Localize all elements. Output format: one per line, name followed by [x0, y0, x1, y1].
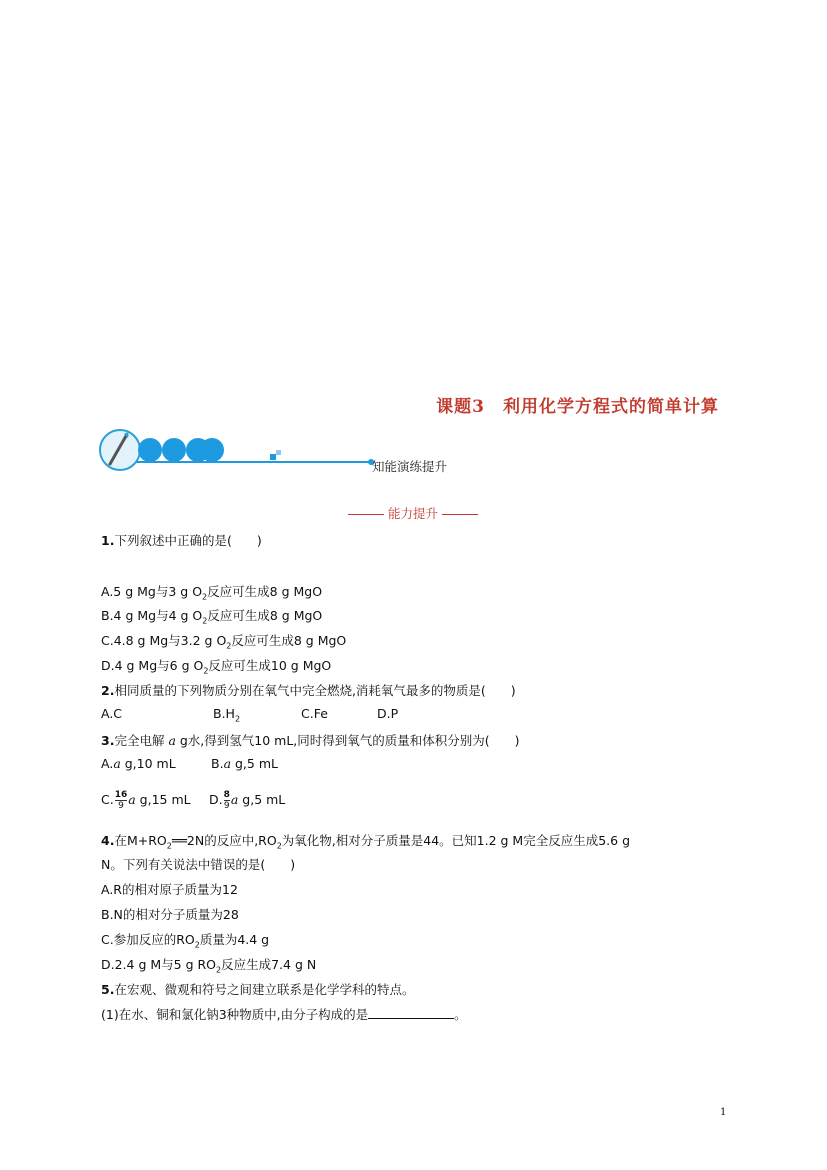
question-3-stem: 3.完全电解 a g水,得到氢气10 mL,同时得到氧气的质量和体积分别为( ): [101, 733, 520, 748]
question-4-option-c: C.参加反应的$RO_2$质量为4.4 g: [101, 932, 270, 950]
option-a: A.a g,10 mL: [101, 756, 176, 771]
question-1-option-a: A.5 g Mg与3 g $O_2$反应可生成8 g MgO: [101, 584, 323, 602]
question-number: 3.: [101, 733, 115, 748]
question-number: 2.: [101, 683, 115, 698]
question-number: 4.: [101, 833, 115, 848]
question-number: 5.: [101, 982, 115, 997]
question-4-stem-line2: N。下列有关说法中错误的是( ): [101, 857, 296, 872]
question-5-sub-1: (1)在水、铜和氯化钠3种物质中,由分子构成的是 。: [101, 1007, 467, 1022]
fraction: $\frac{16}{9}$: [114, 790, 128, 811]
question-1-option-c: C.4.8 g Mg与3.2 g $O_2$反应可生成8 g MgO: [101, 633, 347, 651]
fraction: $\frac{8}{9}$: [223, 790, 230, 811]
question-3-options-ab: [101, 756, 278, 771]
question-number: 1.: [101, 533, 115, 548]
question-1-option-d: D.4 g Mg与6 g $O_2$反应可生成10 g MgO: [101, 658, 332, 676]
option-c: C. $\frac{16}{9}$ a g,15 mL: [101, 790, 191, 811]
question-2-options: [101, 706, 398, 724]
lesson-title: 课题3 利用化学方程式的简单计算: [436, 397, 719, 417]
question-2-stem: [101, 681, 516, 699]
question-4-option-d: D.2.4 g M与5 g $RO_2$反应生成7.4 g N: [101, 957, 317, 975]
section-heading: [346, 504, 480, 522]
question-5-stem: [101, 980, 414, 998]
question-3-options-cd: [101, 790, 285, 811]
question-4-option-a: A.R的相对原子质量为12: [101, 882, 238, 897]
option-d: D.P: [377, 706, 399, 721]
rule-left: [348, 514, 384, 515]
rule-right: [442, 514, 478, 515]
question-1-option-b: B.4 g Mg与4 g $O_2$反应可生成8 g MgO: [101, 608, 323, 626]
option-a: A.C: [101, 706, 123, 721]
question-1-stem: [101, 531, 262, 549]
question-4-stem-line1: 4.在$M+RO_2══2N$的反应中$,RO_2$为氧化物,相对分子质量是44。已知1.2 g M完全反应生成5.6 g: [101, 833, 631, 851]
section-heading-text: 能力提升: [387, 506, 438, 521]
question-text: 下列叙述中正确的是( ): [114, 533, 262, 548]
option-b: B.a g,5 mL: [211, 756, 278, 771]
answer-blank[interactable]: [368, 1006, 454, 1019]
banner-label: 知能演练提升: [372, 459, 448, 474]
option-b: $B.H_2$: [213, 706, 241, 724]
question-4-option-b: B.N的相对分子质量为28: [101, 907, 239, 922]
question-text: 相同质量的下列物质分别在氧气中完全燃烧,消耗氧气最多的物质是( ): [114, 683, 516, 698]
question-text: 在宏观、微观和符号之间建立联系是化学学科的特点。: [114, 982, 415, 997]
option-d: D. $\frac{8}{9}$ a g,5 mL: [209, 790, 286, 811]
option-c: C.Fe: [301, 706, 328, 721]
page-number: 1: [720, 1107, 727, 1118]
